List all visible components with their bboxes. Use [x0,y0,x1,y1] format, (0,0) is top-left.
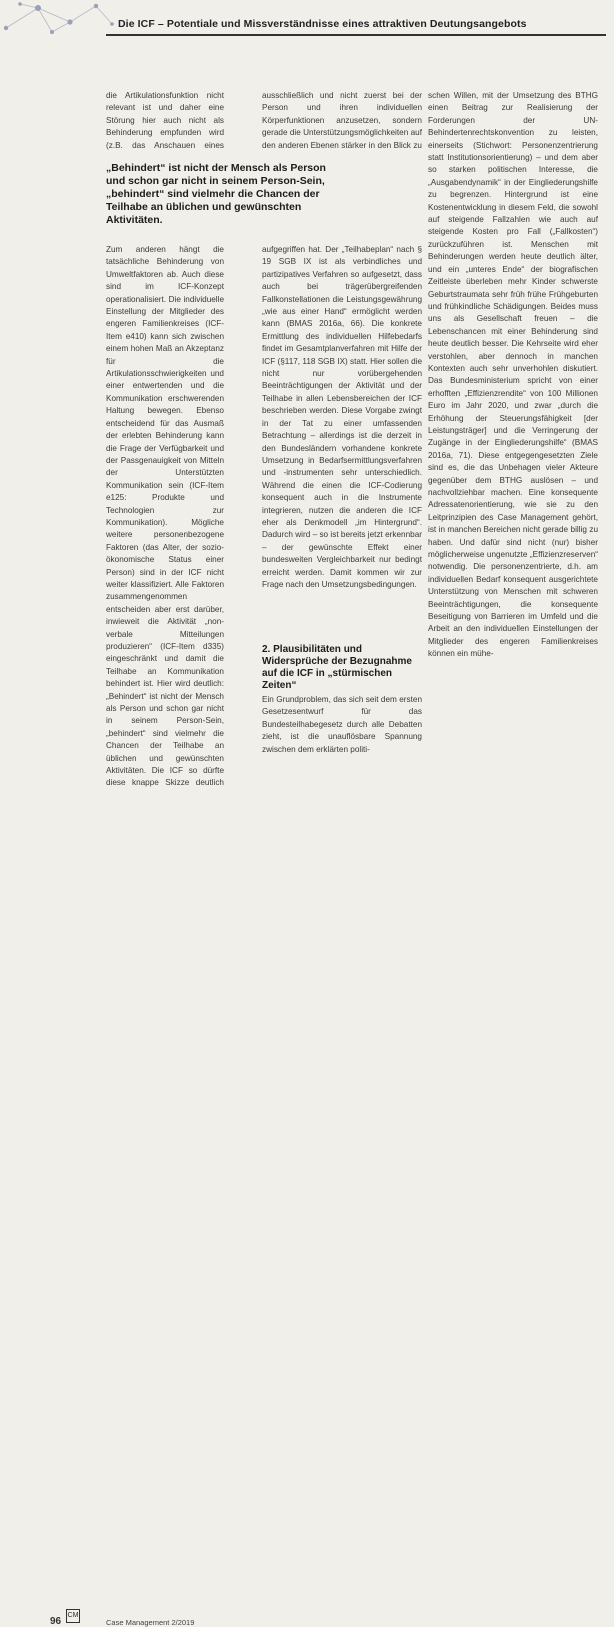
header-rule [106,34,606,36]
column-2-top [262,90,422,154]
paragraph: schen Willen, mit der Umsetzung des BTHG einen Beitrag zur Realisierung der Forderungen der UN-Behindertenrechtskonvention zu leisten, einerseits (Stichwort: Personenzentrierung statt Institutionsorientierung) – und dem aber so starken politischen Interesse, die „Ausgabendynamik“ in der Eingliederungshilfe zu begrenzen. Hintergrund ist eine Kostenentwicklung in diesem Feld, die sowohl auf steigende Fallzahlen wie auch auf steigende Kosten pro Fall („Fallkosten“) zurückzuführen ist. Menschen mit Behinderungen werden heute deutlich älter, und ein „unteres Ende“ der biografischen Zeitleiste überleben mehr Kinder schwerste Geburtstraumata sehr früh frühe Frühgeburten und frühkindliche Schädigungen. Beides muss uns als Gesellschaft freuen – die Lebenschancen mit einer Behinderung sind heute deutlich besser. Die Kehrseite wird eher verstohlen, aber dennoch in manchen Kontexten auch sehr unverhohlen diskutiert. Das Bundesministerium spricht von einer erhofften „Effizienzrendite“ von 100 Millionen Euro im Jahr 2020, und zwar „durch die Erhöhung der Steuerungsfähigkeit [der Leistungsträger] und die Verringerung der Zugänge in der Eingliederungshilfe“ (BMAS 2016a, 71). Diese entgegengesetzten Ziele sind es, die das Unbehagen vieler Akteure gegenüber dem BTHG auslösen – und nachvollziehbar machen. Eine konsequente Adressatenorientierung, wie sie zu den Leitprinzipien des Case Management gehört, ist in manchen Bereichen nicht gerade billig zu haben. Und dafür sind nicht (nur) bisher möglicherweise ungenutzte „Effizienzreserven“ notwendig. Die personenzentrierte, d.h. am individuellen Bedarf konsequent ausgerichtete Unterstützung von Menschen mit schweren Beeinträchtigungen, die konsequente Beseitigung von Barrieren im Umfeld und die Arbeit an den individuellen Einstellungen der Mitglieder des engeren Familienkreises können ein mühe- [428,91,598,659]
paragraph: Ein Grundproblem, das sich seit dem ersten Gesetzesentwurf für das Bundesteilhabegesetz durch alle Debatten zieht, ist die unauflösbare Spannung zwischen dem erklärten politi- [262,695,422,754]
pull-quote: „Behindert“ ist nicht der Mensch als Person und schon gar nicht in seinem Person-Sein, „behindert“ sind vielmehr die Chancen der Teilhabe an üblichen und gewünschten Aktivitäten. [106,162,326,226]
paragraph: aufgegriffen hat. Der „Teilhabeplan“ nach § 19 SGB IX ist als verbindliches und partizipatives Verfahren so aufgesetzt, dass auch bei trägerübergreifenden Fallkonstellationen die Leistungsgewährung „wie aus einer Hand“ ermöglicht werden kann (BMAS 2016a, 66). Die konkrete Ermittlung des individuellen Hilfebedarfs findet im Gesamtplanverfahren mit Hilfe der ICF (§117, 118 SGB IX) statt. Hier sollen die nicht nur vorübergehenden Beeinträchtigungen der Aktivität und der Teilhabe in allen Lebensbereichen der ICF beschrieben werden. Diese Vorgabe zwingt in der Tat zu einer umfassenden Betrachtung – allerdings ist die derzeit in den Bundesländern vorhandene konkrete Umsetzung in Bedarfsermittlungsverfahren und -instrumenten sehr unterschiedlich. Während die einen die ICF-Codierung konsequent auch in die Instrumente integrieren, nutzen die anderen die ICF eher als Denkmodell „im Hintergrund“. Dadurch wird – so ist bereits jetzt erkennbar – der gewünschte Effekt einer bundesweiten Vergleichbarkeit nur bedingt erreicht werden. Damit kommen wir zur Frage nach den Umsetzungsbedingungen. [262,245,422,589]
page-header [0,0,614,40]
publication-name: Case Management 2/2019 [106,1618,195,1627]
journal-logo-icon: CM [66,1609,80,1623]
section-heading: 2. Plausibilitäten und Widersprüche der Bezugnahme auf die ICF in „stürmischen Zeiten“ [262,644,412,691]
column-1-top [106,90,224,154]
column-1-bottom [106,244,224,788]
column-3 [428,90,598,788]
column-2-bottom [262,244,422,640]
running-title: Die ICF – Potentiale und Missverständnisse eines attraktiven Deutungsangebots [118,18,527,30]
column-2-after-heading [262,694,422,788]
paragraph: Zum anderen hängt die tatsächliche Behinderung von Umweltfaktoren ab. Auch diese sind im ICF-Konzept operationalisiert. Die individuelle Einstellung der Mitglieder des engeren Familienkreises (ICF-Item e410) kann sich zwischen einem hohen Maß an Akzeptanz für die Artikulationsschwierigkeiten und einer entwertenden und die Kommunikation erschwerenden Haltung bewegen. Ebenso entscheidend für das Ausmaß der erlebten Behinderung kann die Frage der Verfügbarkeit und der Passgenauigkeit von Mitteln der Unterstützten Kommunikation sein (ICF-Item e125: Produkte und Technologien zur Kommunikation). Mögliche weitere personenbezogene Faktoren (das Alter, der sozio-ökonomische Status einer Person) sind in der ICF nicht weiter klassifiziert. Alle Faktoren zusammengenommen entscheiden aber erst darüber, inwieweit die Aktivität „non-verbale Mitteilungen produzieren“ (ICF-Item d335) eingeschränkt und damit die Teilhabe an Kommunikation behindert ist. Hier wird deutlich: „Behindert“ ist nicht der Mensch als Person und schon gar nicht in seinem Person-Sein, „behindert“ sind vielmehr die Chancen der Teilhabe an üblichen und gewünschten Aktivitäten. Die ICF so dürfte diese knappe Skizze deutlich [106,245,224,788]
page-footer [0,810,614,1627]
paragraph: ausschließlich und nicht zuerst bei der Person und ihren individuellen Körperfunktionen anzusetzen, sondern gerade die Unterstützungsmöglichkeiten auf den anderen Ebenen stärker in den Blick zu [262,91,422,150]
paragraph: die Artikulationsfunktion nicht relevant ist und daher eine Störung hier auch nicht als Behinderung empfunden wird (z.B. das Anschauen eines [106,91,224,150]
page-number: 96 [50,1616,62,1627]
